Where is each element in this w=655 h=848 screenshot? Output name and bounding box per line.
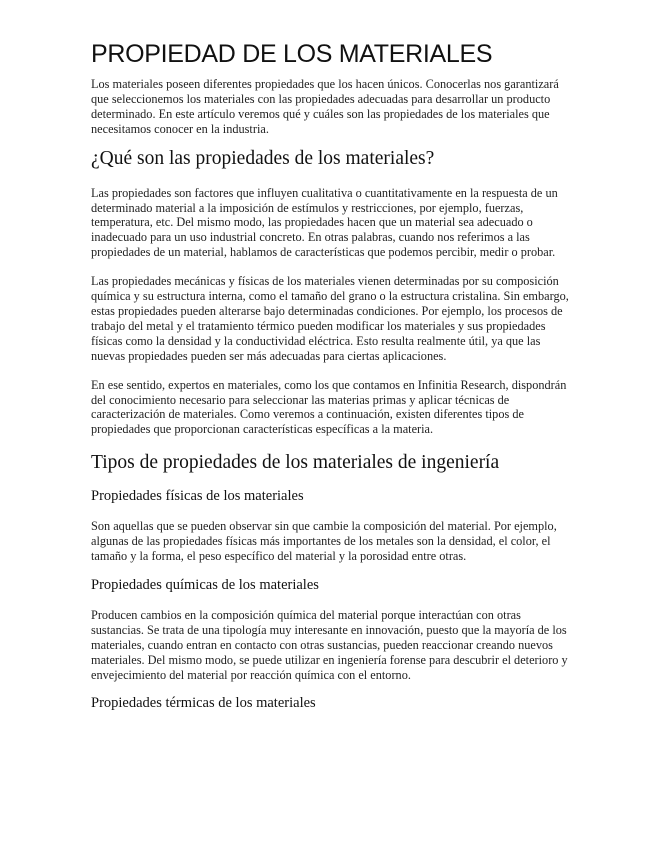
subheading-physical-properties: Propiedades físicas de los materiales: [91, 488, 304, 505]
chemical-properties-paragraph: Producen cambios en la composición química del material porque interactúan con otras sustancias. Se trata de una tipología muy interesante en innovación, puesto que la mayoría de los materiales, cuando entran en contacto con otras sustancias, pueden reaccionar creando nuevos materiales. Del mismo modo, se puede utilizar en ingeniería forense para descubrir el deterioro y envejecimiento del material por reacción química con el entorno.: [91, 607, 568, 682]
section-heading-what-are-properties: ¿Qué son las propiedades de los materiales?: [91, 147, 435, 169]
document-title: PROPIEDAD DE LOS MATERIALES: [91, 40, 493, 68]
section1-paragraph-2: Las propiedades mecánicas y físicas de los materiales vienen determinadas por su composición química y su estructura interna, como el tamaño del grano o la estructura cristalina. Sin embargo, estas propiedades pueden alterarse bajo determinadas condiciones. Por ejemplo, los procesos de trabajo del metal y el tratamiento térmico pueden modificar los materiales y sus propiedades físicas como la densidad y la conductividad eléctrica. Esto resulta realmente útil, ya que las nuevas propiedades pueden ser más adecuadas para ciertas aplicaciones.: [91, 274, 569, 363]
section-heading-property-types: Tipos de propiedades de los materiales de ingeniería: [91, 452, 500, 474]
document-page: [91, 38, 569, 712]
section1-paragraph-1: Las propiedades son factores que influyen cualitativa o cuantitativamente en la respuesta de un determinado material a la imposición de estímulos y restricciones, por ejemplo, fuerzas, temperatura, etc. Del mismo modo, las propiedades hacen que un material sea adecuado o inadecuado para un uso industrial concreto. En otras palabras, cuando nos referimos a las propiedades de un material, hablamos de características que podemos percibir, medir o probar.: [91, 185, 558, 260]
subheading-chemical-properties: Propiedades químicas de los materiales: [91, 576, 319, 593]
intro-paragraph: Los materiales poseen diferentes propiedades que los hacen únicos. Conocerlas nos garantizará que seleccionemos los materiales con las propiedades adecuadas para desarrollar un producto determinado. En este artículo veremos qué y cuáles son las propiedades de los materiales que necesitamos conocer en la industria.: [91, 77, 559, 136]
section1-paragraph-3: En ese sentido, expertos en materiales, como los que contamos en Infinitia Research, dispondrán del conocimiento necesario para seleccionar las materias primas y aplicar técnicas de caracterización de materiales. Como veremos a continuación, existen diferentes tipos de propiedades que proporcionan características específicas a la materia.: [91, 377, 567, 437]
physical-properties-paragraph: Son aquellas que se pueden observar sin que cambie la composición del material. Por ejemplo, algunas de las propiedades físicas más importantes de los metales son la densidad, el color, el tamaño y la forma, el peso específico del material y la porosidad entre otras.: [91, 519, 557, 564]
subheading-thermal-properties: Propiedades térmicas de los materiales: [91, 695, 316, 712]
